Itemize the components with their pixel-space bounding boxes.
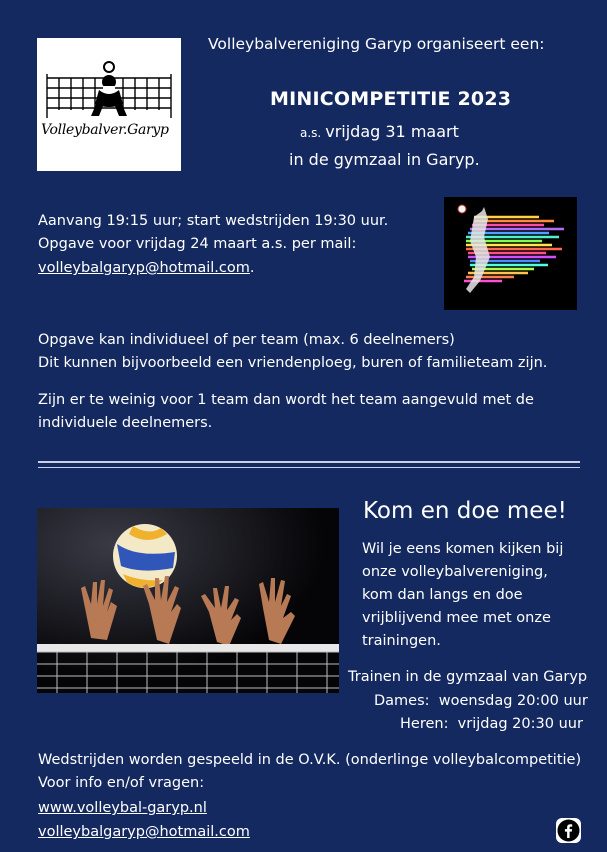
volleyball-net-logo-graphic xyxy=(37,38,181,171)
competition-info-line: Wedstrijden worden gespeeld in de O.V.K. (onderlinge volleybalcompetitie) xyxy=(38,752,582,768)
facebook-glyph xyxy=(556,818,581,843)
training-dames: Dames: woensdag 20:00 uur xyxy=(374,693,588,709)
event-date-line xyxy=(300,121,459,144)
start-time-line: Aanvang 19:15 uur; start wedstrijden 19:30 uur. xyxy=(38,213,389,229)
event-date: vrijdag 31 maart xyxy=(325,122,459,141)
invite-line-4: vrijblijvend mee met onze xyxy=(362,610,551,626)
hands-and-ball-graphic xyxy=(37,508,339,693)
team-fill-line: Zijn er te weinig voor 1 team dan wordt het team aangevuld met de xyxy=(38,392,534,408)
signup-email-line xyxy=(38,257,254,279)
event-title: MINICOMPETITIE 2023 xyxy=(270,88,512,110)
footer-email-link[interactable]: volleybalgaryp@hotmail.com xyxy=(38,824,250,840)
training-intro: Trainen in de gymzaal van Garyp xyxy=(348,669,588,685)
invite-heading: Kom en doe mee! xyxy=(363,498,567,524)
section-divider xyxy=(38,461,580,470)
training-heren: Heren: vrijdag 20:30 uur xyxy=(400,716,583,732)
spiking-player-graphic xyxy=(444,197,577,310)
organizer-line: Volleybalvereniging Garyp organiseert een: xyxy=(208,35,545,53)
team-fill-line-2: individuele deelnemers. xyxy=(38,415,213,431)
invite-line-3: kom dan langs en doe xyxy=(362,587,523,603)
club-logo xyxy=(37,38,181,171)
website-link[interactable]: www.volleybal-garyp.nl xyxy=(38,800,207,816)
signup-email-link[interactable]: volleybalgaryp@hotmail.com xyxy=(38,260,250,276)
contact-intro-line: Voor info en/of vragen: xyxy=(38,775,205,791)
date-prefix: a.s. xyxy=(300,126,322,140)
email-period: . xyxy=(249,260,255,276)
invite-line-5: trainingen. xyxy=(362,633,441,649)
facebook-icon[interactable] xyxy=(556,818,581,843)
volleyball-net-photo xyxy=(37,508,339,693)
event-location: in de gymzaal in Garyp. xyxy=(289,150,480,169)
logo-text: Volleybalver.Garyp xyxy=(41,122,169,138)
signup-team-line: Opgave kan individueel of per team (max. 6 deelnemers) xyxy=(38,332,455,348)
signup-deadline-line: Opgave voor vrijdag 24 maart a.s. per mail: xyxy=(38,236,357,252)
signup-example-line: Dit kunnen bijvoorbeeld een vriendenploeg, buren of familieteam zijn. xyxy=(38,355,548,371)
website-line xyxy=(38,797,207,819)
invite-line-1: Wil je eens komen kijken bij xyxy=(362,541,564,557)
invite-line-2: onze volleybalvereniging, xyxy=(362,564,548,580)
footer-email-line xyxy=(38,821,250,843)
volleyball-player-art-image xyxy=(444,197,577,310)
